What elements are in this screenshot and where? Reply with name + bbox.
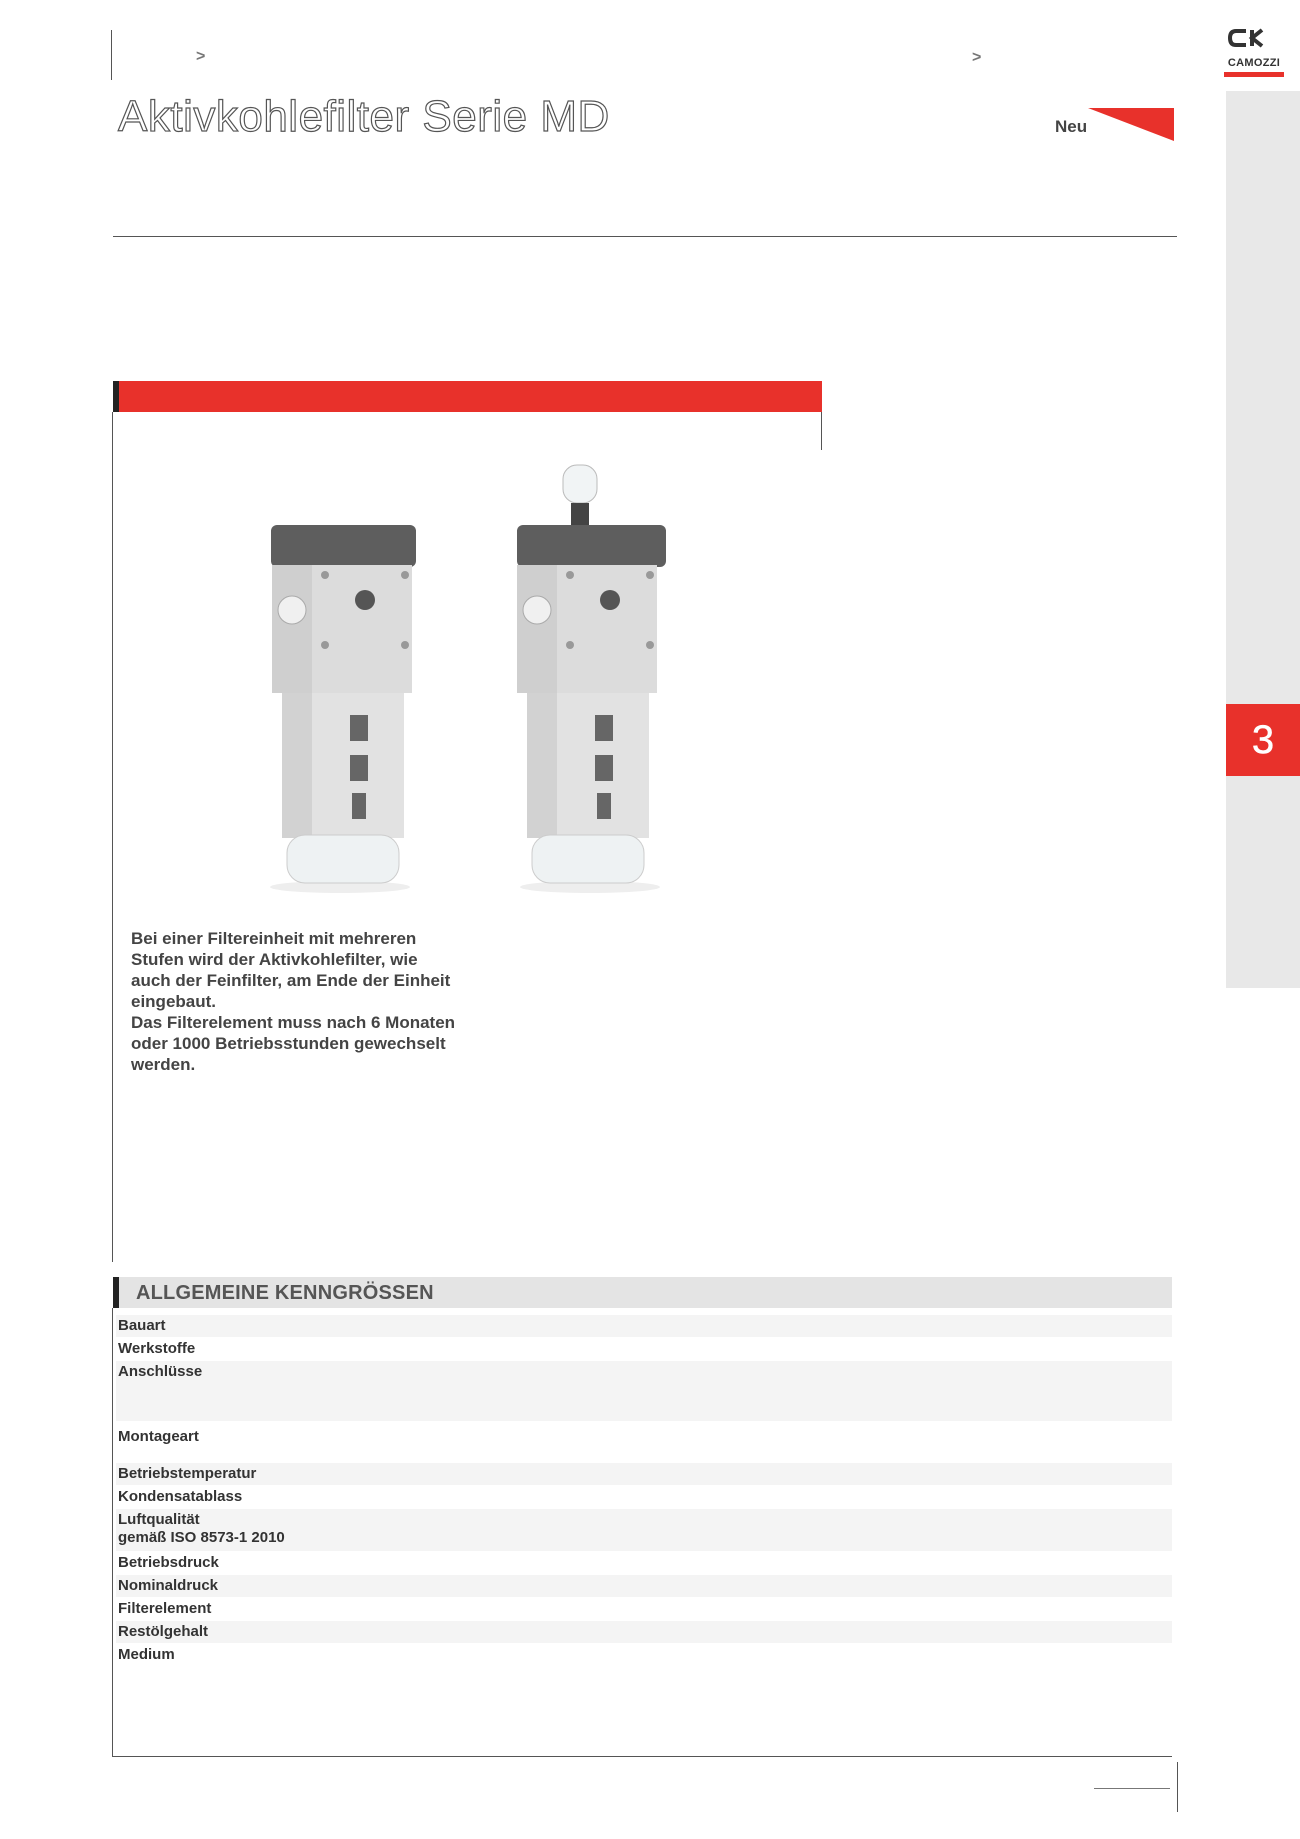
brand-name: CAMOZZI	[1227, 57, 1281, 69]
filter-unit-icon	[255, 515, 425, 895]
table-row	[116, 1621, 1172, 1643]
table-row	[116, 1361, 1172, 1421]
table-row	[116, 1463, 1172, 1485]
row-sublabel-iso: gemäß ISO 8573-1 2010	[118, 1529, 285, 1546]
row-label-bauart: Bauart	[118, 1317, 166, 1334]
product-description: Bei einer Filtereinheit mit mehreren Stufen wird der Aktivkohlefilter, wie auch der Feinfilter, am Ende der Einheit eingebaut. Das Filterelement muss nach 6 Monaten oder 1000 Betriebsstunden gewechselt werden.	[131, 929, 456, 1074]
page-title: Aktivkohlefilter Serie MD	[118, 92, 610, 141]
camozzi-mark-icon	[1224, 28, 1284, 54]
header-divider	[113, 236, 1177, 237]
product-header-accent	[113, 381, 119, 412]
table-row	[116, 1552, 1172, 1574]
footer-rule	[1094, 1788, 1170, 1789]
chapter-sidebar	[1226, 91, 1300, 988]
table-row	[116, 1509, 1172, 1551]
table-row	[116, 1598, 1172, 1620]
row-label-restoelgehalt: Restölgehalt	[118, 1623, 209, 1640]
general-section-accent	[113, 1277, 119, 1308]
row-label-medium: Medium	[118, 1646, 175, 1663]
row-label-montageart: Montageart	[118, 1428, 199, 1445]
row-label-nominaldruck: Nominaldruck	[118, 1577, 219, 1594]
product-header-bar	[113, 381, 822, 412]
row-label-luftqualitaet: Luftqualität	[118, 1511, 200, 1528]
row-label-kondensatablass: Kondensatablass	[118, 1488, 243, 1505]
table-left-rule	[112, 1308, 113, 1756]
table-row	[116, 1575, 1172, 1597]
general-section-title: ALLGEMEINE KENNGRÖSSEN	[136, 1282, 434, 1304]
product-bar-right-rule	[821, 412, 822, 450]
table-row	[116, 1422, 1172, 1462]
row-label-werkstoffe: Werkstoffe	[118, 1340, 196, 1357]
footer-right-rule	[1177, 1762, 1178, 1812]
brand-underline	[1224, 72, 1284, 77]
row-label-anschluesse: Anschlüsse	[118, 1363, 203, 1380]
camozzi-logo	[1224, 28, 1284, 76]
table-row	[116, 1315, 1172, 1337]
table-row	[116, 1486, 1172, 1508]
filter-unit-with-indicator-icon	[505, 455, 675, 895]
breadcrumb-right[interactable]: >	[972, 49, 982, 66]
row-label-betriebsdruck: Betriebsdruck	[118, 1554, 219, 1571]
new-badge-label: Neu	[1055, 117, 1088, 136]
content-left-rule	[112, 412, 113, 1262]
table-row	[116, 1338, 1172, 1360]
table-bottom-rule	[112, 1756, 1172, 1757]
breadcrumb-left[interactable]: >	[196, 48, 206, 65]
row-label-betriebstemperatur: Betriebstemperatur	[118, 1465, 257, 1482]
row-label-filterelement: Filterelement	[118, 1600, 212, 1617]
table-row	[116, 1644, 1172, 1666]
chapter-tab[interactable]: 3	[1226, 704, 1300, 776]
header-left-rule	[111, 30, 112, 80]
new-badge-flag-icon	[1088, 108, 1176, 142]
